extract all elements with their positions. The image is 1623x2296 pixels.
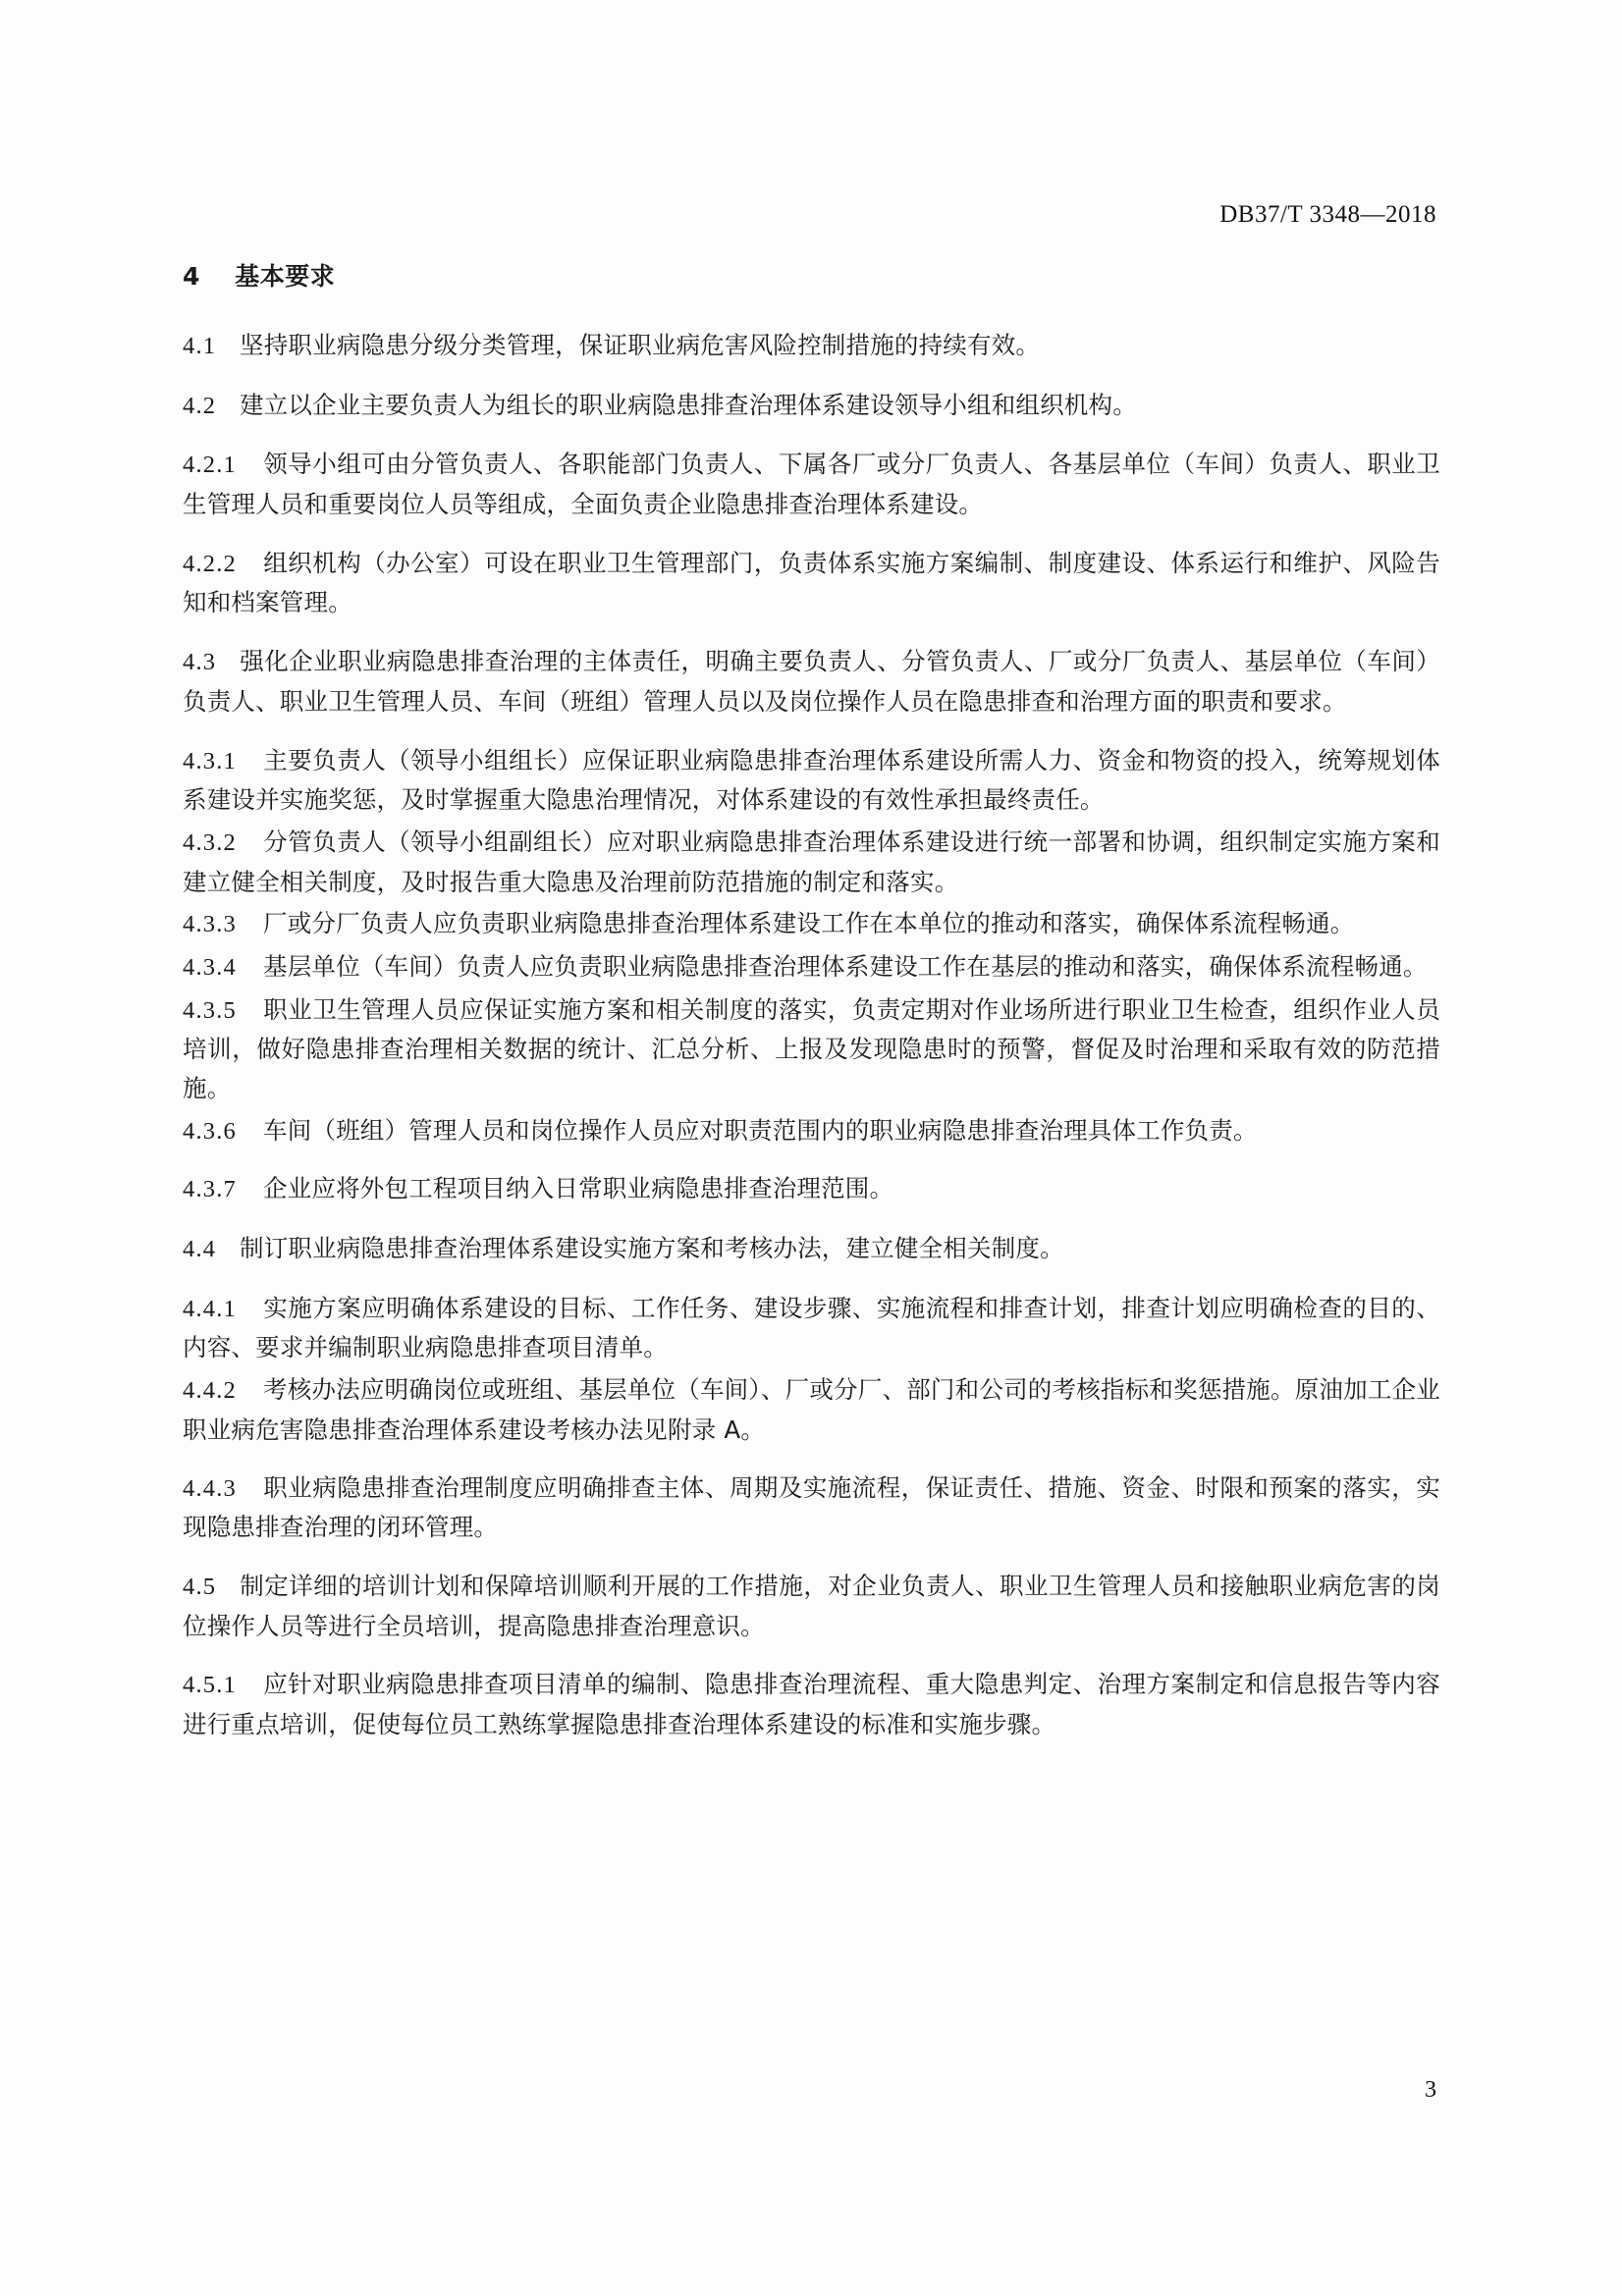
clause-number: 4.2.2 xyxy=(183,550,237,577)
clause-number: 4.4.1 xyxy=(183,1295,237,1322)
clause-number: 4.3.1 xyxy=(183,747,237,774)
page-header-standard-number: DB37/T 3348—2018 xyxy=(1219,201,1436,228)
clause-number: 4.1 xyxy=(183,333,217,359)
section-heading xyxy=(183,257,1440,293)
clause-text: 制订职业病隐患排查治理体系建设实施方案和考核办法，建立健全相关制度。 xyxy=(240,1234,1064,1263)
clause-text: 制定详细的培训计划和保障培训顺利开展的工作措施，对企业负责人、职业卫生管理人员和接触职业病危害的岗位操作人员等进行全员培训，提高隐患排查治理意识。 xyxy=(183,1571,1440,1640)
clause-paragraph xyxy=(183,823,1440,901)
clause-paragraph xyxy=(183,1289,1440,1367)
clause-paragraph xyxy=(183,326,1440,366)
clause-paragraph xyxy=(183,544,1440,622)
clause-number: 4.3.6 xyxy=(183,1117,237,1145)
clause-paragraph xyxy=(183,990,1440,1108)
clause-text: 厂或分厂负责人应负责职业病隐患排查治理体系建设工作在本单位的推动和落实，确保体系流程畅通。 xyxy=(263,909,1355,938)
clause-number: 4.4.3 xyxy=(183,1474,237,1502)
clause-text: 实施方案应明确体系建设的目标、工作任务、建设步骤、实施流程和排查计划，排查计划应明确检查的目的、内容、要求并编制职业病隐患排查项目清单。 xyxy=(183,1293,1440,1362)
clause-number: 4.3.3 xyxy=(183,911,237,938)
clause-paragraph xyxy=(183,1665,1440,1743)
clause-text: 职业病隐患排查治理制度应明确排查主体、周期及实施流程，保证责任、措施、资金、时限和预案的落实，实现隐患排查治理的闭环管理。 xyxy=(183,1472,1440,1542)
clause-number: 4.2.1 xyxy=(183,452,237,479)
clause-text: 职业卫生管理人员应保证实施方案和相关制度的落实，负责定期对作业场所进行职业卫生检查，组织作业人员培训，做好隐患排查治理相关数据的统计、汇总分析、上报及发现隐患时的预警，督促及时治理和采取有效的防范措施。 xyxy=(183,994,1440,1102)
clause-text: 主要负责人（领导小组组长）应保证职业病隐患排查治理体系建设所需人力、资金和物资的投入，统筹规划体系建设并实施奖惩，及时掌握重大隐患治理情况，对体系建设的有效性承担最终责任。 xyxy=(183,745,1440,815)
clause-paragraph xyxy=(183,947,1440,988)
clause-number: 4.3.7 xyxy=(183,1176,237,1203)
clause-number: 4.3.5 xyxy=(183,996,237,1024)
section-title: 基本要求 xyxy=(235,262,336,291)
clause-text: 分管负责人（领导小组副组长）应对职业病隐患排查治理体系建设进行统一部署和协调，组织制定实施方案和建立健全相关制度，及时报告重大隐患及治理前防范措施的制定和落实。 xyxy=(183,827,1440,896)
section-number: 4 xyxy=(183,262,200,291)
clause-paragraph xyxy=(183,642,1440,721)
clause-number: 4.5.1 xyxy=(183,1672,237,1699)
clause-number: 4.5 xyxy=(183,1573,217,1600)
clause-number: 4.3 xyxy=(183,649,217,676)
clause-paragraph xyxy=(183,1111,1440,1151)
clause-number: 4.4.2 xyxy=(183,1377,237,1405)
clause-paragraph xyxy=(183,1370,1440,1449)
clause-number: 4.3.2 xyxy=(183,828,237,856)
clause-paragraph xyxy=(183,445,1440,523)
clause-text: 基层单位（车间）负责人应负责职业病隐患排查治理体系建设工作在基层的推动和落实，确保体系流程畅通。 xyxy=(263,951,1428,981)
clause-paragraph xyxy=(183,1169,1440,1209)
page-number: 3 xyxy=(1425,2077,1436,2103)
clause-text: 强化企业职业病隐患排查治理的主体责任，明确主要负责人、分管负责人、厂或分厂负责人、基层单位（车间）负责人、职业卫生管理人员、车间（班组）管理人员以及岗位操作人员在隐患排查和治理方面的职责和要求。 xyxy=(183,647,1440,716)
clause-text: 坚持职业病隐患分级分类管理，保证职业病危害风险控制措施的持续有效。 xyxy=(240,331,1041,359)
clause-number: 4.4 xyxy=(183,1236,217,1263)
clause-text: 企业应将外包工程项目纳入日常职业病隐患排查治理范围。 xyxy=(263,1174,894,1203)
clause-paragraph xyxy=(183,904,1440,944)
clause-paragraph xyxy=(183,1229,1440,1269)
clause-text: 应针对职业病隐患排查项目清单的编制、隐患排查治理流程、重大隐患判定、治理方案制定和信息报告等内容进行重点培训，促使每位员工熟练掌握隐患排查治理体系建设的标准和实施步骤。 xyxy=(183,1670,1440,1738)
clause-paragraph xyxy=(183,741,1440,820)
clause-text: 考核办法应明确岗位或班组、基层单位（车间）、厂或分厂、部门和公司的考核指标和奖惩措施。原油加工企业职业病危害隐患排查治理体系建设考核办法见附录 A。 xyxy=(183,1375,1440,1444)
clause-paragraph xyxy=(183,1468,1440,1547)
clause-text: 建立以企业主要负责人为组长的职业病隐患排查治理体系建设领导小组和组织机构。 xyxy=(240,390,1137,419)
clause-list xyxy=(183,326,1440,1744)
clause-text: 车间（班组）管理人员和岗位操作人员应对职责范围内的职业病隐患排查治理具体工作负责。 xyxy=(263,1115,1258,1145)
clause-paragraph xyxy=(183,1567,1440,1645)
document-body xyxy=(183,257,1440,1764)
clause-number: 4.2 xyxy=(183,392,217,419)
clause-text: 组织机构（办公室）可设在职业卫生管理部门，负责体系实施方案编制、制度建设、体系运行和维护、风险告知和档案管理。 xyxy=(183,548,1440,617)
clause-paragraph xyxy=(183,386,1440,426)
clause-text: 领导小组可由分管负责人、各职能部门负责人、下属各厂或分厂负责人、各基层单位（车间）负责人、职业卫生管理人员和重要岗位人员等组成，全面负责企业隐患排查治理体系建设。 xyxy=(183,450,1440,519)
clause-number: 4.3.4 xyxy=(183,953,237,981)
